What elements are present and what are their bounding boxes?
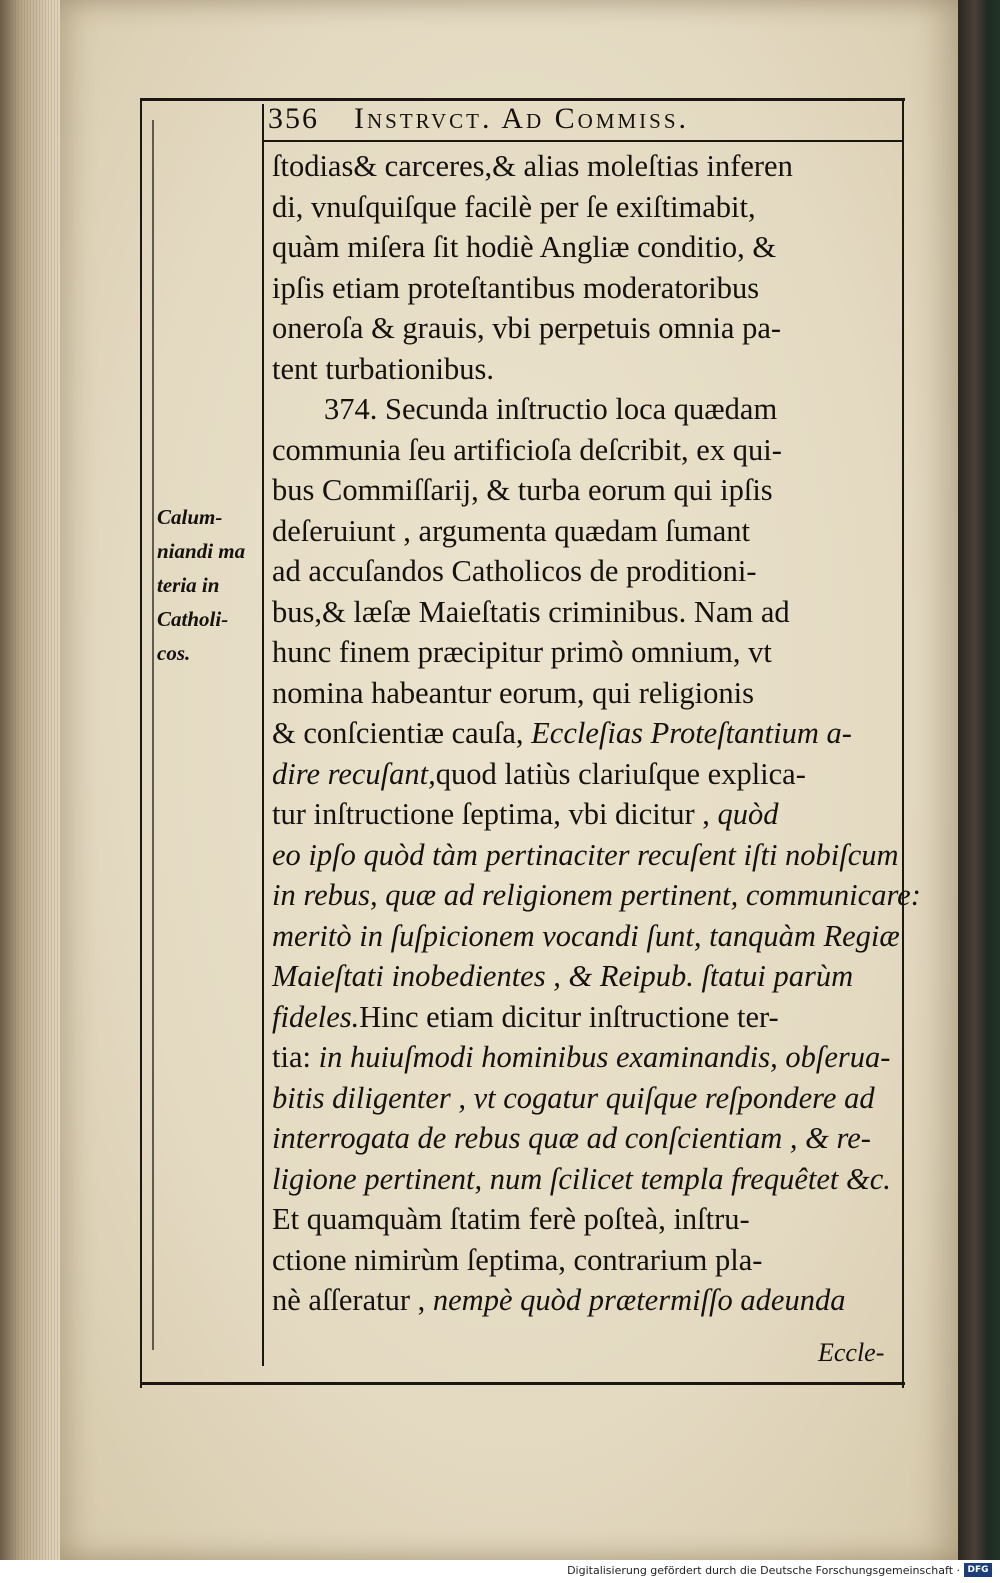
roman-run: quod latiùs clariuſque explica- (435, 756, 806, 791)
text-line (272, 389, 902, 430)
roman-run: ad accuſandos Catholicos de proditioni- (272, 554, 757, 588)
running-title: Instrvct. Ad Commiss. (354, 102, 690, 135)
dfg-logo: DFG (964, 1563, 992, 1577)
text-line (272, 511, 902, 552)
roman-run: communia ſeu artificioſa deſcribit, ex qui- (272, 432, 782, 467)
page-number: 356 (268, 102, 319, 135)
margin-note-line: cos. (157, 641, 191, 665)
frame-rule-left (140, 98, 142, 1388)
text-line (272, 794, 902, 835)
roman-run: Hinc etiam dicitur inſtructione ter- (359, 999, 779, 1034)
margin-note-line: Calum- (157, 505, 223, 529)
text-line (272, 1078, 902, 1119)
italic-run: eo ipſo quòd tàm pertinaciter recuſent iſti nobiſcum (272, 837, 899, 872)
italic-run: Eccleſias Proteſtantium a- (531, 716, 852, 750)
margin-note (157, 500, 262, 670)
book-cover-edge (958, 0, 1000, 1560)
roman-run: 374. Secunda inſtructio loca quædam (324, 392, 778, 426)
text-line (272, 754, 902, 795)
italic-run: fideles. (272, 999, 360, 1034)
text-line (272, 673, 902, 714)
margin-note-line: Catholi- (157, 607, 229, 631)
text-line (272, 835, 902, 876)
text-line (272, 713, 902, 754)
roman-run: ctione nimirùm ſeptima, contrarium pla- (272, 1242, 763, 1277)
body-text (272, 146, 921, 1321)
roman-run: ipſis etiam proteſtantibus moderatoribus (272, 270, 760, 305)
text-line (272, 956, 902, 997)
text-line (272, 146, 902, 187)
text-line (272, 227, 902, 268)
header-rule (262, 140, 902, 142)
text-line (272, 551, 902, 592)
roman-run: deſeruiunt , argumenta quædam ſumant (272, 513, 751, 548)
frame-rule-right (902, 98, 904, 1388)
italic-run: dire recuſant, (272, 756, 436, 791)
margin-note-line: teria in (157, 573, 220, 597)
margin-note-line: niandi ma (157, 539, 246, 563)
roman-run: & conſcientiæ cauſa, (272, 716, 532, 750)
text-rule-left (262, 104, 264, 1366)
roman-run: tent turbationibus. (272, 351, 494, 386)
catchword: Eccle- (818, 1338, 885, 1367)
roman-run: tur inſtructione ſeptima, vbi dicitur , (272, 797, 718, 831)
roman-run: quàm miſera ſit hodiè Angliæ conditio, & (272, 230, 777, 264)
text-line (272, 916, 902, 957)
text-line (272, 632, 902, 673)
roman-run: di, vnuſquiſque facilè per ſe exiſtimabit, (272, 189, 756, 224)
frame-rule-bottom (140, 1382, 905, 1385)
roman-run: nè aſſeratur , (272, 1283, 433, 1317)
text-line (272, 268, 902, 309)
roman-run: oneroſa & grauis, vbi perpetuis omnia pa- (272, 311, 782, 345)
running-head (262, 100, 902, 140)
text-line (272, 349, 902, 390)
roman-run: ſtodias& carceres,& alias moleſtias inferen (272, 149, 793, 183)
italic-run: bitis diligenter , vt cogatur quiſque reſpondere ad (272, 1080, 875, 1115)
text-line (272, 1199, 902, 1240)
text-line (272, 430, 902, 471)
text-line (272, 592, 902, 633)
italic-run: interrogata de rebus quæ ad conſcientiam , & re- (272, 1121, 871, 1155)
roman-run: Et quamquàm ſtatim ferè poſteà, inſtru- (272, 1202, 750, 1236)
text-line (272, 875, 921, 916)
text-line (272, 1280, 902, 1321)
margin-rule (152, 120, 154, 1350)
text-line (272, 1159, 902, 1200)
roman-run: bus,& læſæ Maieſtatis criminibus. Nam ad (272, 594, 790, 629)
italic-run: nempè quòd prætermiſſo adeunda (432, 1283, 846, 1317)
text-line (272, 1240, 902, 1281)
italic-run: in huiuſmodi hominibus examinandis, obſerua- (318, 1040, 891, 1074)
italic-run: ligione pertinent, num ſcilicet templa frequêtet &c. (272, 1161, 891, 1196)
italic-run: Maieſtati inobedientes , & Reipub. ſtatui parùm (272, 959, 854, 993)
text-line (272, 997, 902, 1038)
roman-run: nomina habeantur eorum, qui religionis (272, 675, 754, 710)
text-line (272, 187, 902, 228)
italic-run: in rebus, quæ ad religionem pertinent, communicare: (272, 878, 921, 912)
text-line (272, 470, 902, 511)
roman-run: tia: (272, 1040, 319, 1074)
footer-credit: Digitalisierung gefördert durch die Deutsche Forschungsgemeinschaft · (567, 1564, 960, 1577)
italic-run: meritò in ſuſpicionem vocandi ſunt, tanquàm Regiæ (272, 918, 900, 953)
italic-run: quòd (717, 797, 779, 831)
text-line (272, 308, 902, 349)
text-line (272, 1037, 902, 1078)
roman-run: bus Commiſſarij, & turba eorum qui ipſis (272, 473, 773, 507)
roman-run: hunc finem præcipitur primò omnium, vt (272, 635, 772, 669)
text-line (272, 1118, 902, 1159)
